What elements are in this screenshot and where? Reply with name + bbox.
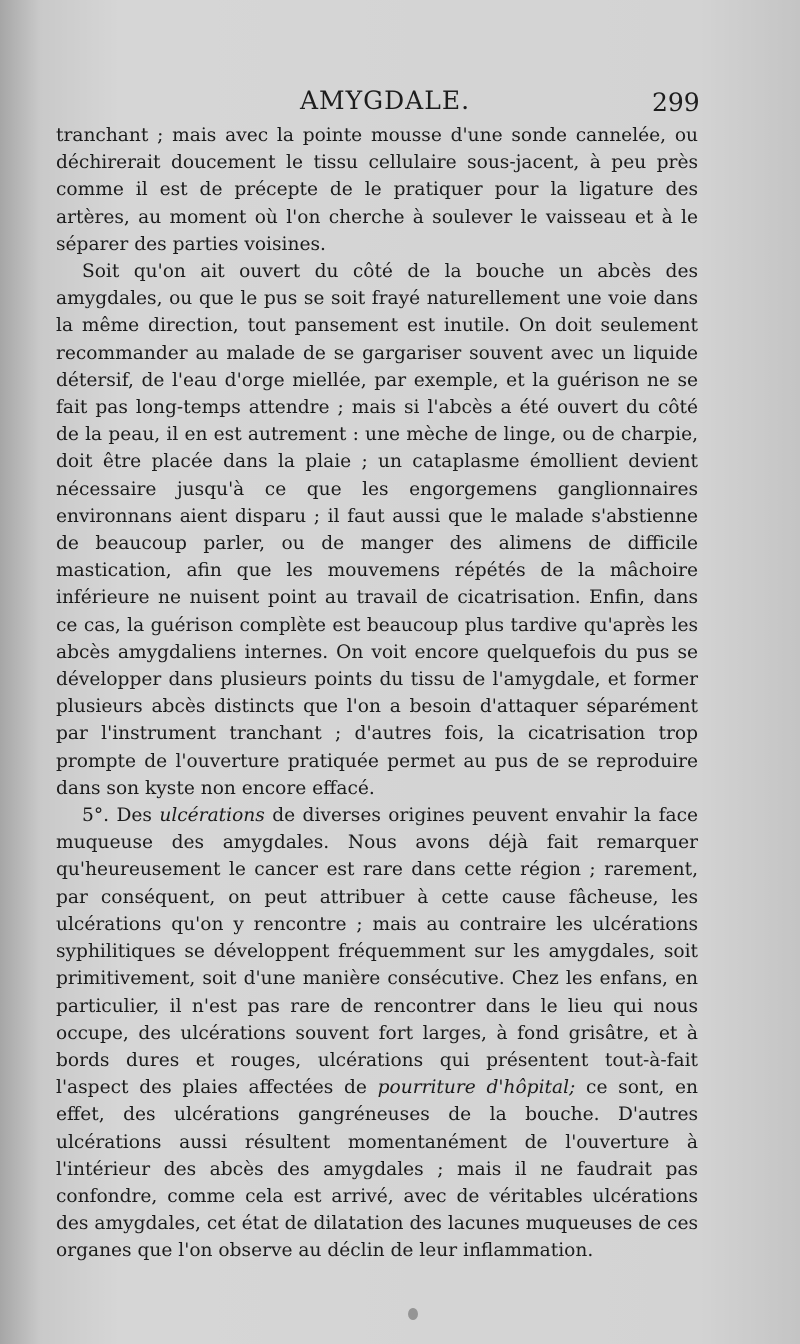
- paragraph-ulcerations: [56, 802, 698, 1264]
- ink-smudge: [408, 1308, 418, 1320]
- ulcerations-text: de diverses origines peuvent envahir la face muqueuse des amygdales. Nous avons déjà fait remarquer qu'heureusement le cancer est rare dans cette région ; rarement, par conséquent, on peut attribuer à cette cause fâcheuse, les ulcérations qu'on y rencontre ; mais au contraire les ulcérations syphilitiques se développent fréquemment sur les amygdales, soit primitivement, soit d'une manière consécutive. Chez les enfans, en particulier, il n'est pas rare de rencontrer dans le lieu qui nous occupe, des ulcérations souvent fort larges, à fond grisâtre, et à bords dures et rouges, ulcérations qui présentent tout-à-fait l'aspect des plaies affectées de: [56, 805, 699, 1099]
- page-header: [0, 82, 800, 122]
- running-title: AMYGDALE.: [300, 86, 471, 115]
- paragraph-abscess-treatment: Soit qu'on ait ouvert du côté de la bouche un abcès des amygdales, ou que le pus se soit frayé naturellement une voie dans la même direction, tout pansement est inutile. On doit seulement recommander au malade de se gargariser souvent avec un liquide détersif, de l'eau d'orge miellée, par exemple, et la guérison ne se fait pas long-temps attendre ; mais si l'abcès a été ouvert du côté de la peau, il en est autrement : une mèche de linge, ou de charpie, doit être placée dans la plaie ; un cataplasme émollient devient nécessaire jusqu'à ce que les engorgemens ganglionnaires environnans aient disparu ; il faut aussi que le malade s'abstienne de beaucoup parler, ou de manger des alimens de difficile mastication, afin que les mouvemens répétés de la mâchoire inférieure ne nuisent point au travail de cicatrisation. Enfin, dans ce cas, la guérison complète est beaucoup plus tardive qu'après les abcès amygdaliens internes. On voit encore quelquefois du pus se développer dans plusieurs points du tissu de l'amygdale, et former plusieurs abcès distincts que l'on a besoin d'attaquer séparément par l'instrument tranchant ; d'autres fois, la cicatrisation trop prompte de l'ouverture pratiquée permet au pus de se reproduire dans son kyste non encore effacé.: [56, 261, 698, 799]
- pourriture-term: pourriture d'hôpital;: [377, 1077, 576, 1099]
- ulcerations-conclusion: ce sont, en effet, des ulcérations gangréneuses de la bouche. D'autres ulcérations aussi résultent momentanément de l'ouverture à l'intérieur des abcès des amygdales ; mais il ne faudrait pas confondre, comme cela est arrivé, avec de véritables ulcérations des amygdales, cet état de dilatation des lacunes muqueuses de ces organes que l'on observe au déclin de leur inflammation.: [56, 1077, 698, 1262]
- page-number: 299: [652, 88, 700, 117]
- ulcerations-intro: 5°. Des: [82, 805, 160, 827]
- paragraph-continued: tranchant ; mais avec la pointe mousse d'une sonde cannelée, ou déchirerait doucement le tissu cellulaire sous-jacent, à peu près comme il est de précepte de le pratiquer pour la ligature des artères, au moment où l'on cherche à soulever le vaisseau et à le séparer des parties voisines.: [56, 125, 698, 255]
- body-text: [56, 122, 698, 1265]
- ulcerations-term: ulcérations: [159, 805, 265, 827]
